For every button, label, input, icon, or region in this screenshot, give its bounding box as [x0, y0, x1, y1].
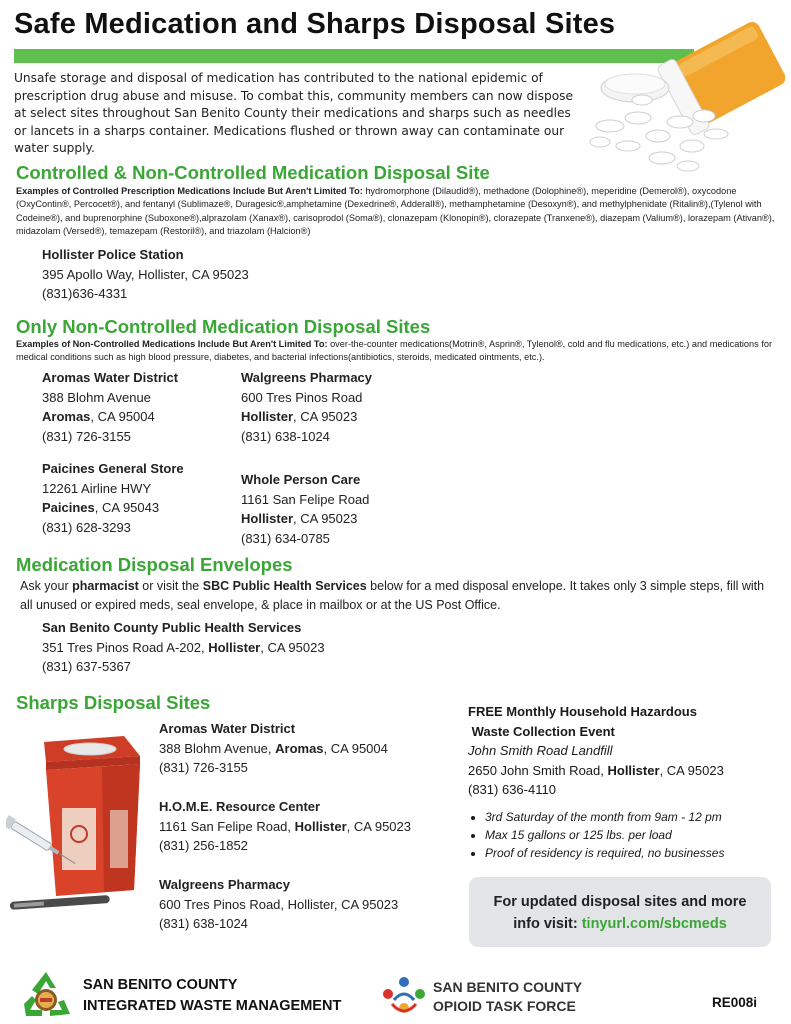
site-phone: (831) 726-3155 — [42, 428, 131, 444]
site-address: 395 Apollo Way, Hollister, CA 95023 — [42, 266, 249, 282]
site-name: Walgreens Pharmacy — [159, 877, 291, 892]
site-phone: (831) 628-3293 — [42, 519, 131, 535]
site-street: 12261 Airline HWY — [42, 480, 152, 496]
event-address: 2650 John Smith Road, Hollister, CA 95023 — [468, 762, 724, 778]
controlled-section-heading: Controlled & Non-Controlled Medication Disposal Site — [16, 162, 490, 183]
list-item: • Max 15 gallons or 125 lbs. per load — [485, 826, 768, 844]
public-health-services-site — [42, 618, 325, 677]
hazardous-waste-event — [468, 702, 768, 862]
controlled-examples-label: Examples of Controlled Prescription Medications Include But Aren't Limited To: — [16, 186, 363, 196]
footer-otf-line2: OPIOID TASK FORCE — [433, 998, 576, 1014]
event-phone: (831) 636-4110 — [468, 782, 556, 798]
site-phone: (831) 637-5367 — [42, 659, 131, 674]
hollister-police-station-site — [42, 245, 249, 304]
site-name: Aromas Water District — [159, 721, 296, 736]
site-street: 1161 San Felipe Road — [241, 491, 370, 507]
noncontrolled-section-heading: Only Non-Controlled Medication Disposal Sites — [16, 316, 431, 337]
site-address: 388 Blohm Avenue, Aromas, CA 95004 — [159, 740, 388, 756]
site-phone: (831) 726-3155 — [159, 760, 248, 775]
site-name: Paicines General Store — [42, 461, 184, 476]
list-item: • 3rd Saturday of the month from 9am - 12 pm — [485, 808, 768, 826]
sharps-site — [159, 875, 398, 934]
noncontrolled-examples-label: Examples of Non-Controlled Medications Include But Aren't Limited To: — [16, 339, 328, 349]
info-line1: For updated disposal sites and more — [493, 894, 747, 910]
site-street: 600 Tres Pinos Road — [241, 389, 363, 405]
intro-paragraph: Unsafe storage and disposal of medication has contributed to the national epidemic of prescription drug abuse and misuse. To combat this, community members can now dispose at select sites throughout San Benito County their medications and sharps such as needles or lancets in a sharps container. Medications flushed or thrown away can contaminate our water supply. — [14, 71, 574, 156]
site-city-line: Paicines, CA 95043 — [42, 500, 160, 515]
envelopes-section-heading: Medication Disposal Envelopes — [16, 554, 293, 575]
site-name: San Benito County Public Health Services — [42, 620, 302, 635]
site-street: 388 Blohm Avenue — [42, 389, 151, 405]
footer-iwm-text — [83, 975, 341, 1017]
noncontrolled-site — [42, 368, 178, 446]
footer-otf-text — [433, 978, 582, 1016]
site-phone: (831)636-4331 — [42, 286, 128, 301]
site-city-line: Hollister, CA 95023 — [241, 511, 358, 526]
controlled-examples — [16, 185, 776, 239]
site-name: Aromas Water District — [42, 370, 179, 385]
sharps-site — [159, 797, 411, 856]
site-name: Walgreens Pharmacy — [241, 370, 373, 385]
noncontrolled-examples-text: over-the-counter medications(Motrin®, Asprin®, Tylenol®, cold and flu medications, etc.) and medications for medical conditions such as high blood pressure, diabetes, and bacterial infections(antibiotics, steroids, medicated ointments, etc.). — [16, 339, 773, 363]
document-code: RE008i — [712, 995, 758, 1010]
site-city-line: Hollister, CA 95023 — [241, 409, 358, 424]
sharps-site — [159, 719, 388, 778]
event-heading-line2: Waste Collection Event — [468, 723, 615, 739]
list-item: • Proof of residency is required, no businesses — [485, 844, 768, 862]
site-phone: (831) 638-1024 — [159, 916, 248, 931]
footer-iwm-line1: SAN BENITO COUNTY — [83, 977, 238, 993]
info-link[interactable]: tinyurl.com/sbcmeds — [581, 916, 727, 932]
noncontrolled-site — [42, 459, 184, 537]
site-phone: (831) 638-1024 — [241, 428, 330, 444]
site-name: H.O.M.E. Resource Center — [159, 799, 321, 814]
event-details-list — [468, 808, 768, 862]
site-address: 1161 San Felipe Road, Hollister, CA 95023 — [159, 818, 411, 834]
page-title: Safe Medication and Sharps Disposal Sites — [14, 8, 616, 40]
noncontrolled-examples — [16, 338, 776, 365]
updated-sites-info-box — [469, 877, 771, 947]
site-city-line: Aromas, CA 95004 — [42, 409, 155, 424]
sharps-section-heading: Sharps Disposal Sites — [16, 692, 211, 713]
site-address: 600 Tres Pinos Road, Hollister, CA 95023 — [159, 896, 399, 912]
site-name: Hollister Police Station — [42, 247, 184, 262]
noncontrolled-site — [241, 470, 369, 548]
pill-bottle-illustration — [580, 18, 785, 178]
controlled-examples-text: hydromorphone (Dilaudid®), methadone (Dolophine®), meperidine (Demerol®), oxycodone (OxyContin®, Percocet®), and fentanyl (Sublimaze®, Duragesic®,amphetamine (Dexedrine®, Adderall®), methamphetamine (Desoxyn®), and methylphenidate (Ritalin®),(Tylenol with Codeine®), and buprenorphine (Suboxone®),alprazolam (Xanax®), carisoprodol (Soma®), clonazepam (Klonopin®), clorazepate (Tranxene®), diazepam (Valium®), lorazepam (Ativan®), midazolam (Versed®), temazepam (Restoril®), and triazolam (Halcion®) — [16, 186, 775, 237]
event-heading-line1: FREE Monthly Household Hazardous — [468, 704, 697, 719]
recycle-logo — [20, 970, 72, 1020]
opioid-task-force-logo — [378, 974, 430, 1018]
site-name: Whole Person Care — [241, 472, 361, 487]
footer-otf-line1: SAN BENITO COUNTY — [433, 979, 583, 995]
footer-iwm-line2: INTEGRATED WASTE MANAGEMENT — [83, 998, 342, 1014]
site-address: 351 Tres Pinos Road A-202, Hollister, CA 95023 — [42, 639, 325, 655]
noncontrolled-site — [241, 368, 372, 446]
event-place: John Smith Road Landfill — [468, 743, 613, 759]
sharps-container-illustration — [6, 730, 156, 915]
info-line2: info visit: tinyurl.com/sbcmeds — [513, 916, 727, 932]
site-phone: (831) 256-1852 — [159, 838, 248, 853]
site-phone: (831) 634-0785 — [241, 530, 330, 546]
envelopes-description: Ask your pharmacist or visit the SBC Public Health Services below for a med disposal envelope. It takes only 3 simple steps, fill with all unused or expired meds, seal envelope, & place in mailbox or at the US Post Office. — [20, 579, 765, 612]
